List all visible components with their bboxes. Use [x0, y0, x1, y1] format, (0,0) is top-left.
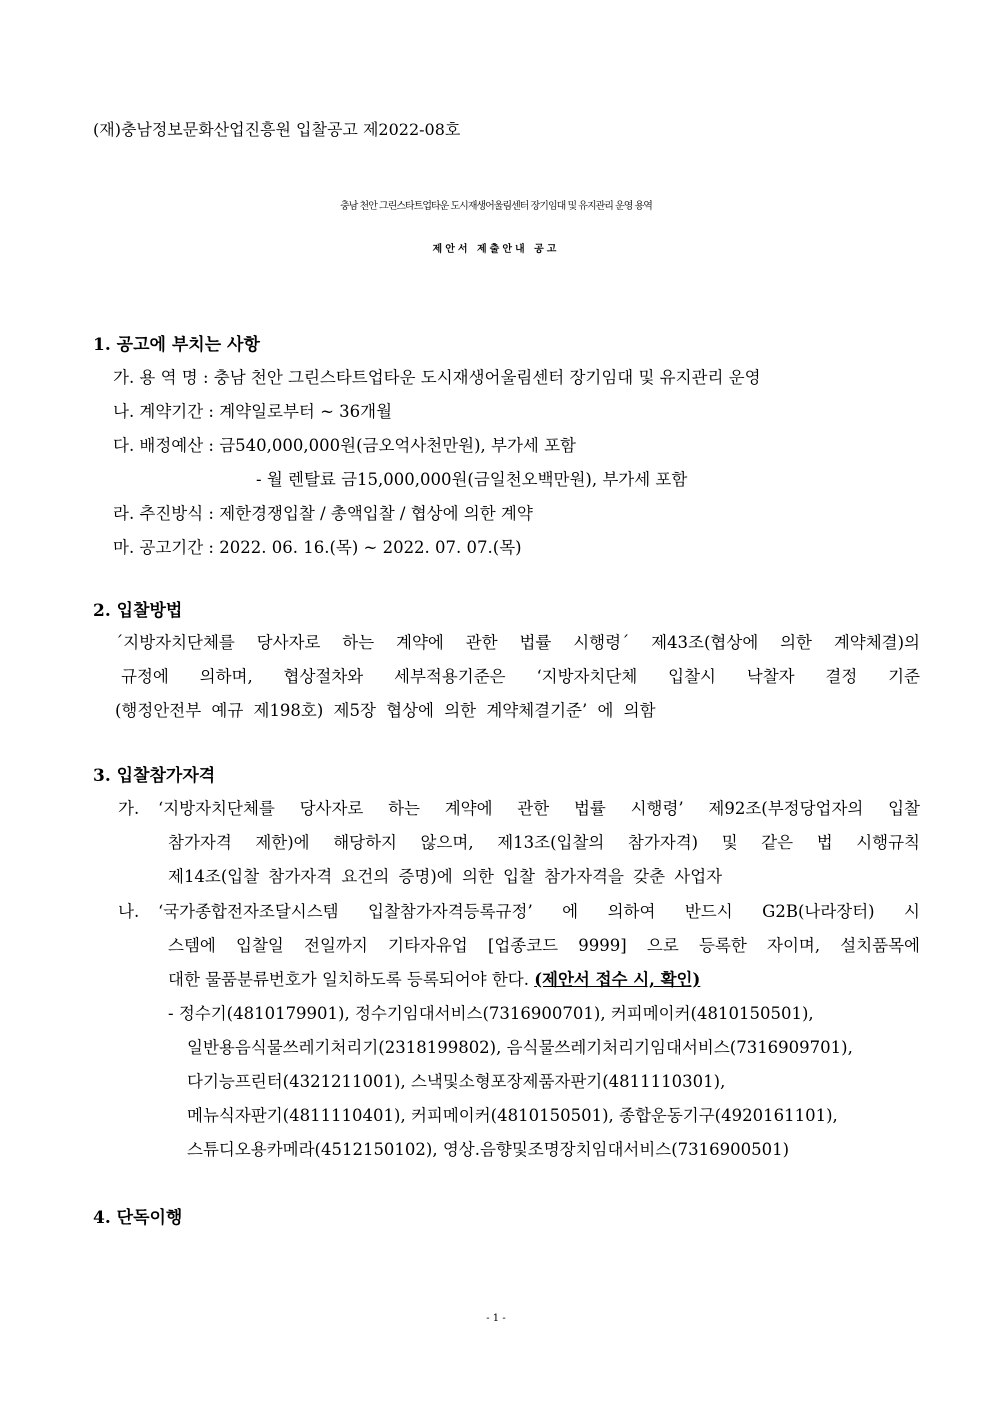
section-2-heading: 2. 입찰방법: [93, 601, 183, 621]
s1-item-service-name: 가. 용 역 명 : 충남 천안 그린스타트업타운 도시재생어울림센터 장기임대 및 유지관리 운영: [113, 368, 761, 387]
s3-ga-marker: 가.: [118, 799, 140, 818]
s1-item-method: 라. 추진방식 : 제한경쟁입찰 / 총액입찰 / 협상에 의한 계약: [113, 504, 533, 523]
s2-line-3: (행정안전부 예규 제198호) 제5장 협상에 의한 계약체결기준’ 에 의함: [115, 701, 656, 720]
s1-item-contract-period: 나. 계약기간 : 계약일로부터 ~ 36개월: [113, 402, 393, 421]
s3-code-line-2: 일반용음식물쓰레기처리기(2318199802), 음식물쓰레기처리기임대서비스(7316909701),: [187, 1038, 853, 1057]
s3-code-line-4: 메뉴식자판기(4811110401), 커피메이커(4810150501), 종합운동기구(4920161101),: [187, 1106, 838, 1125]
s2-line-1: ´지방자치단체를 당사자로 하는 계약에 관한 법률 시행령´ 제43조(협상에 의한 계약체결)의: [115, 633, 920, 652]
section-1-heading: 1. 공고에 부치는 사항: [93, 335, 260, 355]
section-3-heading: 3. 입찰참가자격: [93, 766, 216, 786]
document-title-line2: 제안서 제출안내 공고: [432, 244, 560, 255]
s1-item-notice-period: 마. 공고기간 : 2022. 06. 16.(목) ~ 2022. 07. 07.(목): [113, 538, 522, 557]
s2-line-2: 규정에 의하며, 협상절차와 세부적용기준은 ‘지방자치단체 입찰시 낙찰자 결정 기준: [121, 667, 920, 686]
s3-na-marker: 나.: [118, 902, 140, 921]
s3-code-line-3: 다기능프린터(4321211001), 스낵및소형포장제품자판기(4811110301),: [187, 1072, 726, 1091]
s3-code-line-5: 스튜디오용카메라(4512150102), 영상.음향및조명장치임대서비스(7316900501): [187, 1140, 790, 1159]
notice-number-header: (재)충남정보문화산업진흥원 입찰공고 제2022-08호: [93, 120, 461, 139]
s3-ga-line-2: 참가자격 제한)에 해당하지 않으며, 제13조(입찰의 참가자격) 및 같은 법 시행규칙: [168, 833, 920, 852]
s3-na-line-3-text: 대한 물품분류번호가 일치하도록 등록되어야 한다.: [168, 970, 529, 989]
s1-item-budget: 다. 배정예산 : 금540,000,000원(금오억사천만원), 부가세 포함: [113, 436, 576, 455]
s3-na-line-2: 스템에 입찰일 전일까지 기타자유업 [업종코드 9999] 으로 등록한 자이며, 설치품목에: [168, 936, 920, 955]
s3-ga-line-3: 제14조(입찰 참가자격 요건의 증명)에 의한 입찰 참가자격을 갖춘 사업자: [168, 867, 723, 886]
document-title-line1: 충남 천안 그린스타트업타운 도시재생어울림센터 장기임대 및 유지관리 운영 용역: [340, 201, 652, 212]
s3-na-line-3: [168, 966, 700, 990]
page-number: - 1 -: [486, 1313, 506, 1324]
s3-ga-line-1: ‘지방자치단체를 당사자로 하는 계약에 관한 법률 시행령’ 제92조(부정당업자의 입찰: [158, 799, 920, 818]
s3-code-line-1: - 정수기(4810179901), 정수기임대서비스(7316900701), 커피메이커(4810150501),: [168, 1004, 814, 1023]
section-4-heading: 4. 단독이행: [93, 1208, 183, 1228]
s1-item-monthly-rental: - 월 렌탈료 금15,000,000원(금일천오백만원), 부가세 포함: [256, 470, 688, 489]
s3-na-line-1: ‘국가종합전자조달시스템 입찰참가자격등록규정’ 에 의하여 반드시 G2B(나라장터) 시: [158, 902, 920, 921]
s3-na-emphasis: (제안서 접수 시, 확인): [534, 970, 701, 989]
